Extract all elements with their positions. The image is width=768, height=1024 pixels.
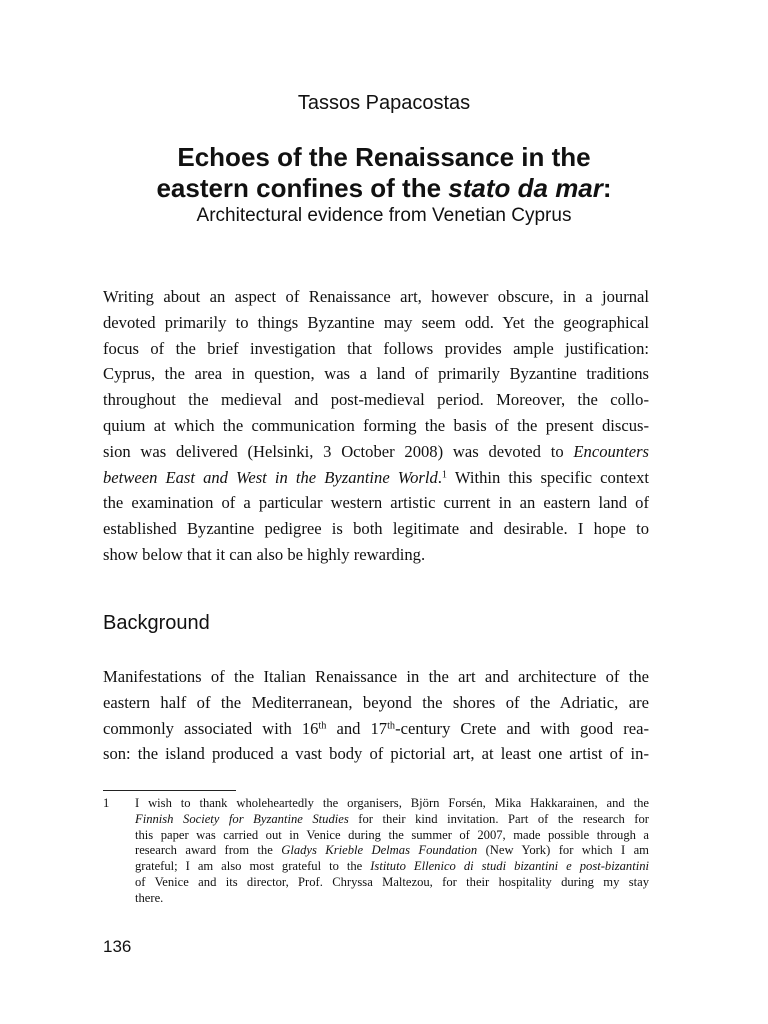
article-subtitle: Architectural evidence from Venetian Cyprus [196, 205, 572, 226]
text-line: between East and West in the Byzantine World.$^1$ Within this specific context [103, 467, 649, 487]
text-line: eastern half of the Mediterranean, beyond the shores of the Adriatic, are [103, 692, 649, 712]
title-line-2: eastern confines of the stato da mar: [156, 173, 612, 203]
footnote-line: research award from the Gladys Krieble Delmas Foundation (New York) for which I am [135, 843, 649, 858]
text-line: son: the island produced a vast body of pictorial art, at least one artist of in- [103, 744, 649, 764]
text-line: commonly associated with 16th and 17th-century Crete and with good rea- [103, 718, 649, 738]
text-line: Writing about an aspect of Renaissance art, however obscure, in a journal [103, 287, 649, 306]
footnote-line: there. [135, 890, 164, 905]
text-line: devoted primarily to things Byzantine may seem odd. Yet the geographical [103, 312, 649, 332]
footnote-line: grateful; I am also most grateful to the Istituto Ellenico di studi bizantini e post-bizantini [135, 859, 649, 874]
intro-paragraph [103, 284, 649, 568]
page-number: 136 [103, 937, 132, 956]
footnote-line: I wish to thank wholeheartedly the organisers, Björn Forsén, Mika Hakkarainen, and the [135, 796, 649, 810]
title-line-1: Echoes of the Renaissance in the [177, 142, 591, 172]
footnote-divider [103, 790, 236, 791]
text-line: sion was delivered (Helsinki, 3 October 2008) was devoted to Encounters [103, 441, 649, 461]
text-line: throughout the medieval and post-medieval period. Moreover, the collo- [103, 390, 649, 410]
background-paragraph [103, 664, 649, 767]
footnote-number: 1 [103, 796, 110, 810]
text-line: show below that it can also be highly rewarding. [103, 544, 426, 564]
footnote-line: this paper was carried out in Venice during the summer of 2007, made possible through a [135, 827, 649, 842]
text-line: established Byzantine pedigree is both legitimate and desirable. I hope to [103, 519, 649, 539]
footnote-line: of Venice and its director, Prof. Chryssa Maltezou, for their hospitality during my stay [135, 874, 649, 889]
footnote-line: Finnish Society for Byzantine Studies for their kind invitation. Part of the research for [135, 811, 649, 826]
text-line: quium at which the communication forming the basis of the present discus- [103, 415, 649, 435]
text-line: the examination of a particular western artistic current in an eastern land of [103, 493, 649, 513]
footnote-body [135, 796, 649, 907]
text-line: Manifestations of the Italian Renaissance in the art and architecture of the [103, 667, 649, 686]
title-italic: stato da mar [448, 173, 603, 203]
text-line: focus of the brief investigation that follows provides ample justification: [103, 338, 649, 358]
section-heading: Background [103, 612, 210, 634]
text-line: Cyprus, the area in question, was a land of primarily Byzantine traditions [103, 364, 649, 384]
article-title [60, 142, 708, 204]
footnote-reference[interactable]: 1 [441, 468, 448, 480]
author-name: Tassos Papacostas [297, 92, 471, 114]
